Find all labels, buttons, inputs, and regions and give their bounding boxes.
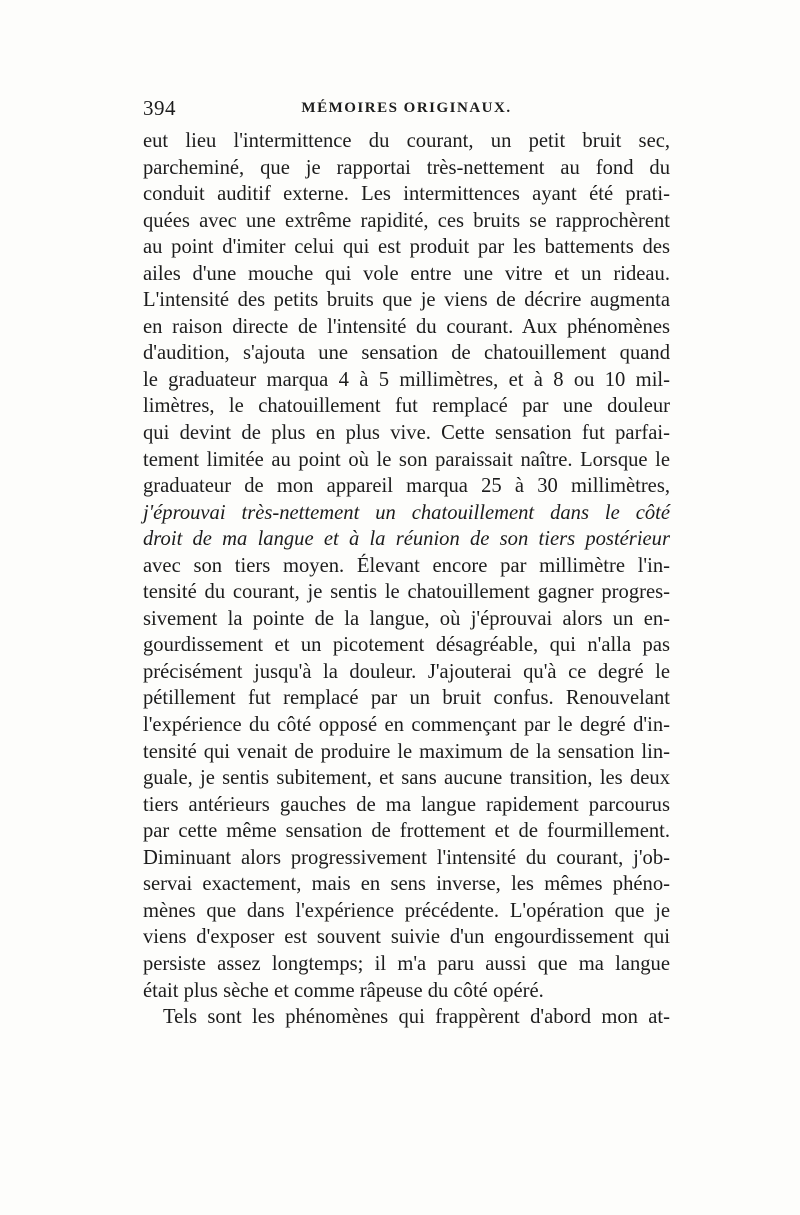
- text-line: conduit auditif externe. Les intermittences ayant été prati-: [143, 183, 670, 206]
- text-line: viens d'exposer est souvent suivie d'un engourdissement qui: [143, 926, 670, 949]
- text-line: parcheminé, que je rapportai très-nettement au fond du: [143, 156, 670, 179]
- text-line: limètres, le chatouillement fut remplacé par une douleur: [143, 395, 670, 418]
- text-line: tensité du courant, je sentis le chatouillement gagner progres-: [143, 581, 670, 604]
- text-line: qui devint de plus en plus vive. Cette sensation fut parfai-: [143, 422, 670, 445]
- text-line: d'audition, s'ajouta une sensation de chatouillement quand: [143, 342, 670, 365]
- text-line: servai exactement, mais en sens inverse, les mêmes phéno-: [143, 873, 670, 896]
- body-text: [143, 128, 670, 1031]
- text-line: l'expérience du côté opposé en commençant par le degré d'in-: [143, 714, 670, 737]
- text-line: L'intensité des petits bruits que je viens de décrire augmenta: [143, 289, 670, 312]
- text-line: quées avec une extrême rapidité, ces bruits se rapprochèrent: [143, 209, 670, 232]
- running-title: MÉMOIRES ORIGINAUX.: [301, 100, 512, 116]
- text-line-italic: droit de ma langue et à la réunion de son tiers postérieur: [143, 528, 670, 551]
- paragraph-end-line: était plus sèche et comme râpeuse du côté opéré.: [143, 979, 544, 1002]
- paragraph-start-line: Tels sont les phénomènes qui frappèrent d'abord mon at-: [163, 1006, 670, 1029]
- text-line: Diminuant alors progressivement l'intensité du courant, j'ob-: [143, 846, 670, 869]
- text-line: persiste assez longtemps; il m'a paru aussi que ma langue: [143, 952, 670, 975]
- text-line: tensité qui venait de produire le maximum de la sensation lin-: [143, 740, 670, 763]
- text-line: le graduateur marqua 4 à 5 millimètres, et à 8 ou 10 mil-: [143, 368, 670, 391]
- text-line: mènes que dans l'expérience précédente. L'opération que je: [143, 899, 670, 922]
- text-line: en raison directe de l'intensité du courant. Aux phénomènes: [143, 315, 670, 338]
- text-line: gourdissement et un picotement désagréable, qui n'alla pas: [143, 634, 670, 657]
- text-line-italic: j'éprouvai très-nettement un chatouillement dans le côté: [143, 501, 670, 524]
- text-line: au point d'imiter celui qui est produit par les battements des: [143, 236, 670, 259]
- text-line: eut lieu l'intermittence du courant, un petit bruit sec,: [143, 130, 670, 152]
- text-line: pétillement fut remplacé par un bruit confus. Renouvelant: [143, 687, 670, 710]
- text-line: ailes d'une mouche qui vole entre une vitre et un rideau.: [143, 262, 670, 285]
- text-line: tement limitée au point où le son paraissait naître. Lorsque le: [143, 448, 670, 471]
- text-line: graduateur de mon appareil marqua 25 à 30 millimètres,: [143, 475, 670, 498]
- text-line: précisément jusqu'à la douleur. J'ajouterai qu'à ce degré le: [143, 660, 670, 683]
- text-line: sivement la pointe de la langue, où j'éprouvai alors un en-: [143, 607, 670, 630]
- text-line: par cette même sensation de frottement et de fourmillement.: [143, 820, 670, 843]
- page-number: 394: [143, 96, 176, 120]
- text-line: avec son tiers moyen. Élevant encore par millimètre l'in-: [143, 554, 670, 577]
- running-head: [143, 96, 670, 120]
- text-line: guale, je sentis subitement, et sans aucune transition, les deux: [143, 767, 670, 790]
- text-line: tiers antérieurs gauches de ma langue rapidement parcourus: [143, 793, 670, 816]
